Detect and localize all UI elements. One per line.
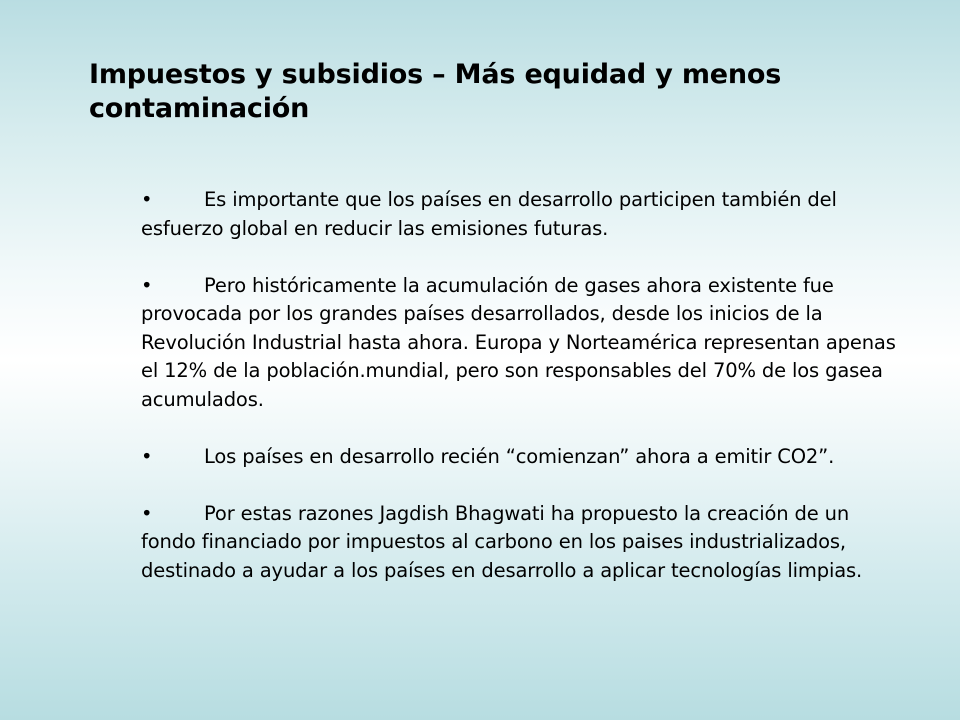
bullet-dot-icon: • [141,188,153,211]
bullet-text: Por estas razones Jagdish Bhagwati ha propuesto la creación de un fondo financiado por impuestos al carbono en los paises industrializados, destinado a ayudar a los países en desarrollo a aplicar tecnologías limpias. [141,501,863,582]
bullet-item [141,443,901,472]
bullet-item [141,500,901,586]
bullet-list [141,186,901,585]
bullet-text: Es importante que los países en desarrollo participen también del esfuerzo global en reducir las emisiones futuras. [141,188,837,240]
bullet-dot-icon: • [141,273,153,297]
bullet-dot-icon: • [141,501,153,525]
bullet-item [141,272,901,415]
bullet-text: Los países en desarrollo recién “comienzan” ahora a emitir CO2”. [204,444,835,468]
bullet-text: Pero históricamente la acumulación de gases ahora existente fue provocada por los grandes países desarrollados, desde los inicios de la Revolución Industrial hasta ahora. Europa y Norteamérica representan apenas el 12% de la población.mundial, pero son responsables del 70% de los gasea acumulados. [141,273,896,411]
bullet-item [141,186,901,243]
bullet-dot-icon: • [141,444,153,468]
slide-title: Impuestos y subsidios – Más equidad y menos contaminación [89,59,782,124]
